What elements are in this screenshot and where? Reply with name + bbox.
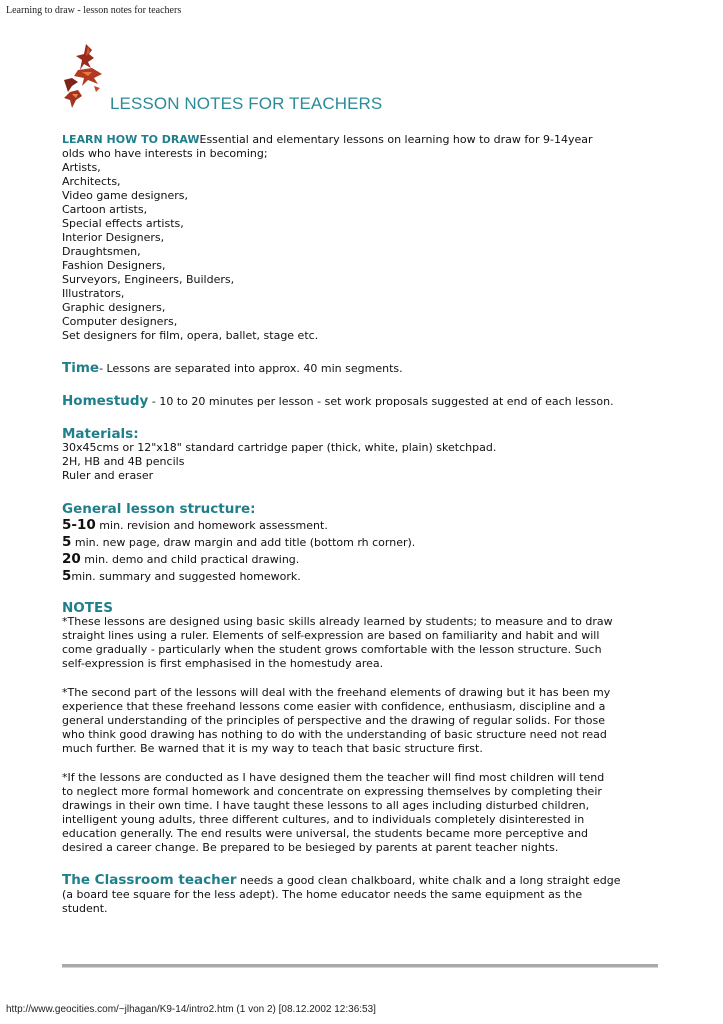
profession-item: Interior Designers, [62, 231, 165, 244]
page-title: LESSON NOTES FOR TEACHERS [110, 94, 383, 113]
notes-paragraph-3 [62, 771, 662, 855]
notes-line: drawings in their own time. I have taught these lessons to all ages including disturbed children, [62, 799, 590, 812]
structure-item [62, 517, 662, 534]
profession-item: Video game designers, [62, 189, 189, 202]
notes-line: intelligent young adults, three different cultures, and to individuals completely disinterested in [62, 813, 585, 826]
structure-text: min. revision and homework assessment. [95, 519, 328, 532]
homestudy-heading: Homestudy [62, 393, 149, 409]
materials-item: 30x45cms or 12"x18" standard cartridge paper (thick, white, plain) sketchpad. [62, 441, 497, 454]
notes-line: much further. Be warned that it is my way to teach that basic structure first. [62, 742, 483, 755]
learn-how-to-draw-heading: LEARN HOW TO DRAW [62, 133, 200, 146]
classroom-text-line2: (a board tee square for the less adept). The home educator needs the same equipment as the [62, 888, 583, 901]
homestudy-text: - 10 to 20 minutes per lesson - set work proposals suggested at end of each lesson. [148, 395, 614, 408]
structure-section [62, 501, 662, 585]
notes-line: come gradually - particularly when the student grows comfortable with the lesson structure. Such [62, 643, 602, 656]
classroom-text-line1: needs a good clean chalkboard, white chalk and a long straight edge [236, 874, 621, 887]
notes-line: experience that these freehand lessons come easier with confidence, enthusiasm, discipline and a [62, 700, 606, 713]
structure-minutes: 5 [62, 568, 72, 584]
structure-minutes: 20 [62, 551, 81, 567]
notes-line: desired a career change. Be prepared to be besieged by parents at parent teacher nights. [62, 841, 559, 854]
time-heading: Time [62, 360, 100, 376]
profession-item: Fashion Designers, [62, 259, 166, 272]
notes-line: *If the lessons are conducted as I have designed them the teacher will find most children will tend [62, 771, 605, 784]
notes-paragraph-2 [62, 686, 662, 756]
print-header: Learning to draw - lesson notes for teachers [6, 5, 182, 16]
profession-item: Artists, [62, 161, 101, 174]
profession-item: Computer designers, [62, 315, 178, 328]
structure-text: min. new page, draw margin and add title (bottom rh corner). [71, 536, 416, 549]
homestudy-section [62, 394, 662, 409]
time-section [62, 361, 662, 376]
structure-heading: General lesson structure: [62, 501, 256, 517]
notes-section [62, 601, 662, 855]
main-content [62, 133, 662, 916]
profession-item: Illustrators, [62, 287, 125, 300]
notes-line: *These lessons are designed using basic skills already learned by students; to measure and to draw [62, 615, 613, 628]
classroom-heading: The Classroom teacher [62, 872, 237, 888]
materials-heading: Materials: [62, 426, 139, 442]
profession-item: Set designers for film, opera, ballet, stage etc. [62, 329, 319, 342]
materials-item: Ruler and eraser [62, 469, 154, 482]
structure-item [62, 551, 662, 568]
notes-line: to neglect more formal homework and concentrate on expressing themselves by completing their [62, 785, 602, 798]
bird-logo-icon [58, 40, 118, 114]
materials-section [62, 427, 662, 483]
structure-text: min. demo and child practical drawing. [80, 553, 300, 566]
structure-text: min. summary and suggested homework. [71, 570, 301, 583]
profession-item: Architects, [62, 175, 121, 188]
profession-item: Graphic designers, [62, 301, 166, 314]
notes-line: straight lines using a ruler. Elements of self-expression are based on familiarity and habit and will [62, 629, 600, 642]
notes-paragraph-1 [62, 615, 662, 671]
profession-item: Cartoon artists, [62, 203, 148, 216]
horizontal-rule [62, 964, 658, 968]
structure-item [62, 568, 662, 585]
profession-item: Draughtsmen, [62, 245, 141, 258]
intro-section [62, 133, 662, 343]
print-footer: http://www.geocities.com/~jlhagan/K9-14/intro2.htm (1 von 2) [08.12.2002 12:36:53] [6, 1004, 376, 1015]
structure-minutes: 5-10 [62, 517, 96, 533]
notes-line: *The second part of the lessons will deal with the freehand elements of drawing but it has been my [62, 686, 611, 699]
classroom-text-line3: student. [62, 902, 108, 915]
notes-line: general understanding of the principles of perspective and the drawing of regular solids. For those [62, 714, 606, 727]
profession-item: Surveyors, Engineers, Builders, [62, 273, 235, 286]
notes-line: who think good drawing has nothing to do with the understanding of basic structure need not read [62, 728, 607, 741]
structure-item [62, 534, 662, 551]
notes-heading: NOTES [62, 600, 113, 616]
materials-item: 2H, HB and 4B pencils [62, 455, 185, 468]
classroom-section [62, 873, 662, 916]
structure-minutes: 5 [62, 534, 72, 550]
time-text: - Lessons are separated into approx. 40 min segments. [99, 362, 403, 375]
intro-text-line1: Essential and elementary lessons on learning how to draw for 9-14year [199, 133, 593, 146]
notes-line: self-expression is first emphasised in the homestudy area. [62, 657, 384, 670]
notes-line: education generally. The end results were universal, the students became more perceptive and [62, 827, 589, 840]
profession-item: Special effects artists, [62, 217, 184, 230]
intro-text-line2: olds who have interests in becoming; [62, 147, 268, 160]
